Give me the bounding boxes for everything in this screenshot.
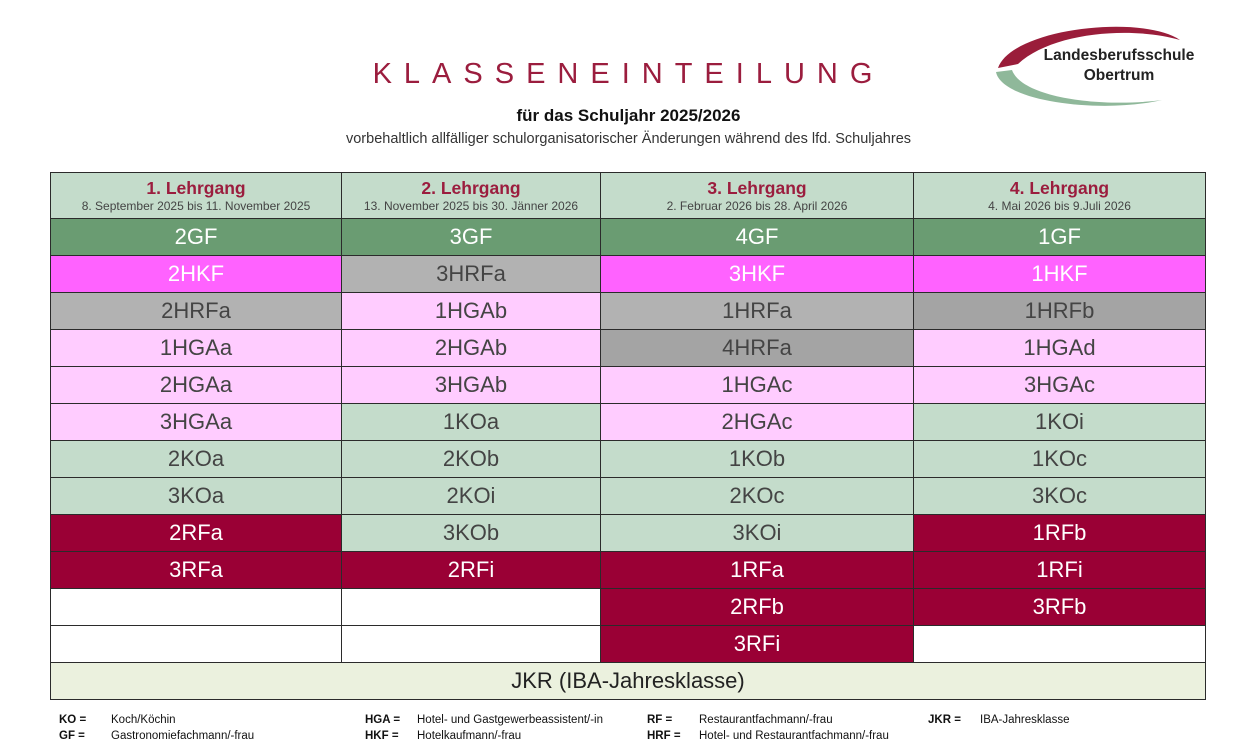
table-row	[51, 367, 1206, 404]
legend-abbr: JKR =	[928, 714, 961, 726]
class-cell: 1RFa	[601, 552, 914, 589]
legend-abbr: KO =	[59, 714, 87, 726]
class-cell: 2HGAa	[51, 367, 342, 404]
column-dates: 13. November 2025 bis 30. Jänner 2026	[363, 198, 579, 213]
class-cell: 1GF	[914, 219, 1206, 256]
class-cell: 1KOc	[914, 441, 1206, 478]
column-header-lehrgang-1	[51, 173, 342, 219]
table-row	[51, 515, 1206, 552]
legend-desc: Restaurantfachmann/-frau	[699, 714, 833, 726]
table-row	[51, 478, 1206, 515]
legend-abbr: HRF =	[647, 730, 681, 742]
column-dates: 8. September 2025 bis 11. November 2025	[81, 198, 311, 213]
class-cell: 3RFb	[914, 589, 1206, 626]
class-cell: 3HKF	[601, 256, 914, 293]
class-cell: 1KOa	[342, 404, 601, 441]
class-cell: 4GF	[601, 219, 914, 256]
table-row	[51, 404, 1206, 441]
class-cell: 1KOi	[914, 404, 1206, 441]
class-cell: 1HGAd	[914, 330, 1206, 367]
class-cell: 2GF	[51, 219, 342, 256]
class-cell-empty	[342, 589, 601, 626]
abbreviation-legend	[59, 712, 1209, 746]
table-row	[51, 441, 1206, 478]
column-title: 1. Lehrgang	[146, 177, 246, 198]
class-cell: 1HGAb	[342, 293, 601, 330]
column-title: 3. Lehrgang	[707, 177, 807, 198]
class-cell: 2KOi	[342, 478, 601, 515]
class-cell: 3RFi	[601, 626, 914, 663]
class-cell: 2KOb	[342, 441, 601, 478]
class-cell: 3KOc	[914, 478, 1206, 515]
logo-line-2: Obertrum	[1083, 67, 1155, 84]
class-cell-empty	[342, 626, 601, 663]
class-cell: 3RFa	[51, 552, 342, 589]
class-cell: 1HKF	[914, 256, 1206, 293]
class-cell: 2HRFa	[51, 293, 342, 330]
table-footer-row	[51, 663, 1206, 700]
table-header-row	[51, 173, 1206, 219]
column-header-lehrgang-2	[342, 173, 601, 219]
class-cell-empty	[914, 626, 1206, 663]
jkr-annual-class-cell: JKR (IBA-Jahresklasse)	[51, 663, 1206, 700]
class-cell: 1HRFa	[601, 293, 914, 330]
class-cell: 3HGAc	[914, 367, 1206, 404]
class-cell: 2RFi	[342, 552, 601, 589]
legend-item-gf	[59, 728, 254, 744]
class-cell: 3KOi	[601, 515, 914, 552]
column-header-lehrgang-3	[601, 173, 914, 219]
legend-desc: Hotelkaufmann/-frau	[417, 730, 522, 742]
class-cell: 2KOa	[51, 441, 342, 478]
column-title: 4. Lehrgang	[1009, 177, 1110, 198]
legend-desc: Koch/Köchin	[111, 714, 176, 726]
legend-abbr: HKF =	[365, 730, 399, 742]
class-cell: 1RFi	[914, 552, 1206, 589]
legend-abbr: HGA =	[365, 714, 401, 726]
page-title: KLASSENEINTEILUNG	[372, 58, 885, 90]
table-row	[51, 293, 1206, 330]
class-cell: 3KOa	[51, 478, 342, 515]
class-cell: 1HGAa	[51, 330, 342, 367]
table-row	[51, 256, 1206, 293]
legend-item-hrf	[647, 728, 889, 744]
legend-desc: IBA-Jahresklasse	[980, 714, 1070, 726]
table-row	[51, 552, 1206, 589]
class-cell: 2RFb	[601, 589, 914, 626]
class-cell: 1KOb	[601, 441, 914, 478]
legend-item-jkr	[928, 712, 1069, 728]
school-logo-text	[1034, 46, 1204, 86]
column-dates: 4. Mai 2026 bis 9.Juli 2026	[988, 198, 1131, 213]
class-cell: 1RFb	[914, 515, 1206, 552]
class-cell: 1HRFb	[914, 293, 1206, 330]
legend-item-rf	[647, 712, 833, 728]
class-schedule-table	[50, 172, 1206, 700]
class-cell: 2HKF	[51, 256, 342, 293]
legend-item-hkf	[365, 728, 521, 744]
legend-desc: Gastronomiefachmann/-frau	[111, 730, 255, 742]
class-cell-empty	[51, 589, 342, 626]
school-year-subtitle: für das Schuljahr 2025/2026	[516, 106, 741, 125]
class-cell: 3HGAb	[342, 367, 601, 404]
class-cell: 1HGAc	[601, 367, 914, 404]
legend-item-hga	[365, 712, 603, 728]
table-row	[51, 589, 1206, 626]
class-cell: 3HRFa	[342, 256, 601, 293]
class-cell-empty	[51, 626, 342, 663]
class-cell: 3HGAa	[51, 404, 342, 441]
class-cell: 3GF	[342, 219, 601, 256]
class-cell: 2HGAb	[342, 330, 601, 367]
legend-abbr: GF =	[59, 730, 85, 742]
table-row	[51, 219, 1206, 256]
table-row	[51, 330, 1206, 367]
column-dates: 2. Februar 2026 bis 28. April 2026	[666, 198, 848, 213]
column-title: 2. Lehrgang	[421, 177, 521, 198]
legend-item-ko	[59, 712, 176, 728]
class-cell: 2RFa	[51, 515, 342, 552]
class-cell: 2KOc	[601, 478, 914, 515]
class-cell: 4HRFa	[601, 330, 914, 367]
table-row	[51, 626, 1206, 663]
legend-desc: Hotel- und Restaurantfachmann/-frau	[699, 730, 889, 742]
class-cell: 3KOb	[342, 515, 601, 552]
logo-line-1: Landesberufsschule	[1043, 47, 1195, 64]
column-header-lehrgang-4	[914, 173, 1206, 219]
class-cell: 2HGAc	[601, 404, 914, 441]
legend-abbr: RF =	[647, 714, 673, 726]
disclaimer-note: vorbehaltlich allfälliger schulorganisatorischer Änderungen während des lfd. Schuljahres	[345, 131, 912, 147]
legend-desc: Hotel- und Gastgewerbeassistent/-in	[417, 714, 604, 726]
